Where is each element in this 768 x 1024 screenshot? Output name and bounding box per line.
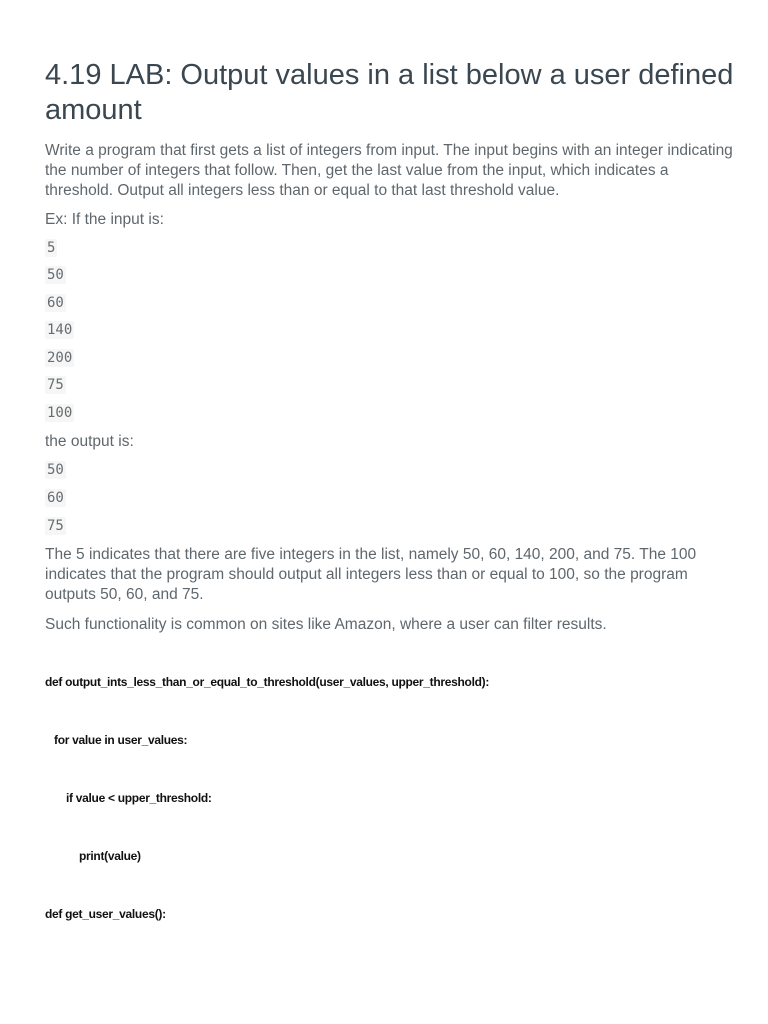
input-value: 60 [47, 295, 64, 311]
note-paragraph: Such functionality is common on sites like Amazon, where a user can filter results. [45, 616, 607, 633]
code-line: def output_ints_less_than_or_equal_to_threshold(user_values, upper_threshold): [45, 675, 490, 689]
output-value: 75 [47, 518, 64, 534]
code-line: if value < upper_threshold: [66, 791, 212, 805]
input-value: 75 [47, 377, 64, 393]
example-label: Ex: If the input is: [45, 211, 164, 228]
explanation-paragraph: The 5 indicates that there are five integers in the list, namely 50, 60, 140, 200, and 75. The 100 indicates that the program should output all integers less than or equal to 100, so the program outputs 50, 60, and 75. [45, 546, 697, 603]
output-value: 60 [47, 490, 64, 506]
output-label: the output is: [45, 433, 134, 450]
input-value: 100 [47, 405, 73, 421]
code-line: for value in user_values: [54, 733, 188, 747]
input-value: 140 [47, 322, 73, 338]
output-value: 50 [47, 462, 64, 478]
input-value: 5 [47, 240, 56, 256]
intro-paragraph: Write a program that first gets a list of integers from input. The input begins with an integer indicating the number of integers that follow. Then, get the last value from the input, which indicates a threshold. Output all integers less than or equal to that last threshold value. [45, 142, 733, 199]
input-value: 50 [47, 267, 64, 283]
code-line: def get_user_values(): [45, 907, 166, 921]
input-value: 200 [47, 350, 73, 366]
code-line: print(value) [79, 849, 141, 863]
page-title: 4.19 LAB: Output values in a list below a user defined amount [45, 59, 734, 126]
